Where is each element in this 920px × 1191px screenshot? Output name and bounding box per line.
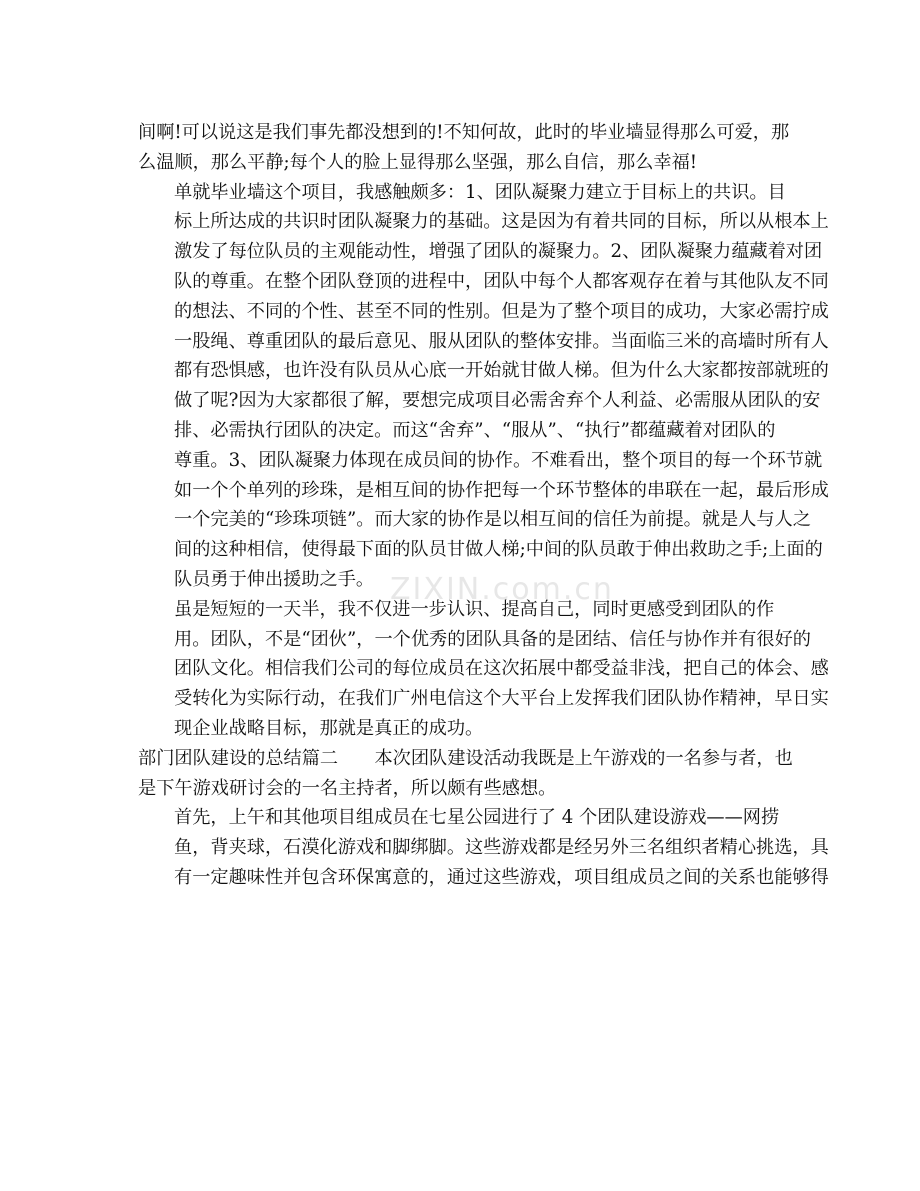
text-line: 单就毕业墙这个项目，我感触颇多：1、团队凝聚力建立于目标上的共识。目: [174, 181, 786, 203]
text-line: 一股绳、尊重团队的最后意见、服从团队的整体安排。当面临三米的高墙时所有人: [174, 330, 829, 352]
paragraph: [138, 744, 793, 804]
text-line: 间啊!可以说这是我们事先都没想到的!不知何故，此时的毕业墙显得那么可爱，那: [138, 122, 790, 143]
text-line: 用。团队，不是“团伙”，一个优秀的团队具备的是团结、信任与协作并有很好的: [174, 628, 811, 650]
text-line: 受转化为实际行动，在我们广州电信这个大平台上发挥我们团队协作精神，早日实: [174, 688, 829, 710]
watermark: ZIXIN.com.cn: [390, 572, 614, 607]
text-line: 间的这种相信，使得最下面的队员甘做人梯;中间的队员敢于伸出救助之手;上面的: [174, 539, 823, 561]
text-line: 有一定趣味性并包含环保寓意的，通过这些游戏，项目组成员之间的关系也能够得: [174, 866, 829, 888]
text-line: 排、必需执行团队的决定。而这“舍弃”、“服从”、“执行”都蕴藏着对团队的: [174, 419, 776, 441]
paragraph: [138, 803, 829, 892]
text-line: 么温顺，那么平静;每个人的脸上显得那么坚强，那么自信，那么幸福!: [138, 151, 698, 173]
text-line: 做了呢?因为大家都很了解，要想完成项目必需舍弃个人利益、必需服从团队的安: [174, 390, 821, 412]
text-line: 现企业战略目标，那就是真正的成功。: [174, 717, 484, 739]
paragraph: [138, 118, 790, 178]
text-line: 都有恐惧感，也许没有队员从心底一开始就甘做人梯。但为什么大家都按部就班的: [174, 360, 829, 382]
paragraph: [138, 178, 829, 595]
text-line: 标上所达成的共识时团队凝聚力的基础。这是因为有着共同的目标，所以从根本上: [174, 211, 829, 233]
text-line: 尊重。3、团队凝聚力体现在成员间的协作。不难看出，整个项目的每一个环节就: [174, 449, 823, 471]
text-line: 鱼，背夹球，石漠化游戏和脚绑脚。这些游戏都是经另外三名组织者精心挑选，具: [174, 837, 829, 859]
paragraph: [138, 595, 829, 744]
text-line: 的想法、不同的个性、甚至不同的性别。但是为了整个项目的成功，大家必需拧成: [174, 300, 829, 322]
text-line: 是下午游戏研讨会的一名主持者，所以颇有些感想。: [138, 777, 557, 799]
text-line: 如一个个单列的珍珠，是相互间的协作把每一个环节整体的串联在一起，最后形成: [174, 479, 829, 501]
text-line: 队员勇于伸出援助之手。: [174, 568, 375, 590]
text-line: 首先，上午和其他项目组成员在七星公园进行了 4 个团队建设游戏——网捞: [174, 807, 780, 829]
text-line: 队的尊重。在整个团队登顶的进程中，团队中每个人都客观存在着与其他队友不同: [174, 270, 829, 292]
body-text: [138, 118, 829, 893]
text-line: 团队文化。相信我们公司的每位成员在这次拓展中都受益非浅，把自己的体会、感: [174, 658, 829, 680]
text-line: 虽是短短的一天半，我不仅进一步认识、提高自己，同时更感受到团队的作: [174, 598, 775, 620]
text-line: 一个完美的“珍珠项链”。而大家的协作是以相互间的信任为前提。就是人与人之: [174, 509, 811, 531]
text-line: 激发了每位队员的主观能动性，增强了团队的凝聚力。2、团队凝聚力蕴藏着对团: [174, 241, 823, 263]
text-line: 部门团队建设的总结篇二 本次团队建设活动我既是上午游戏的一名参与者，也: [138, 747, 793, 769]
